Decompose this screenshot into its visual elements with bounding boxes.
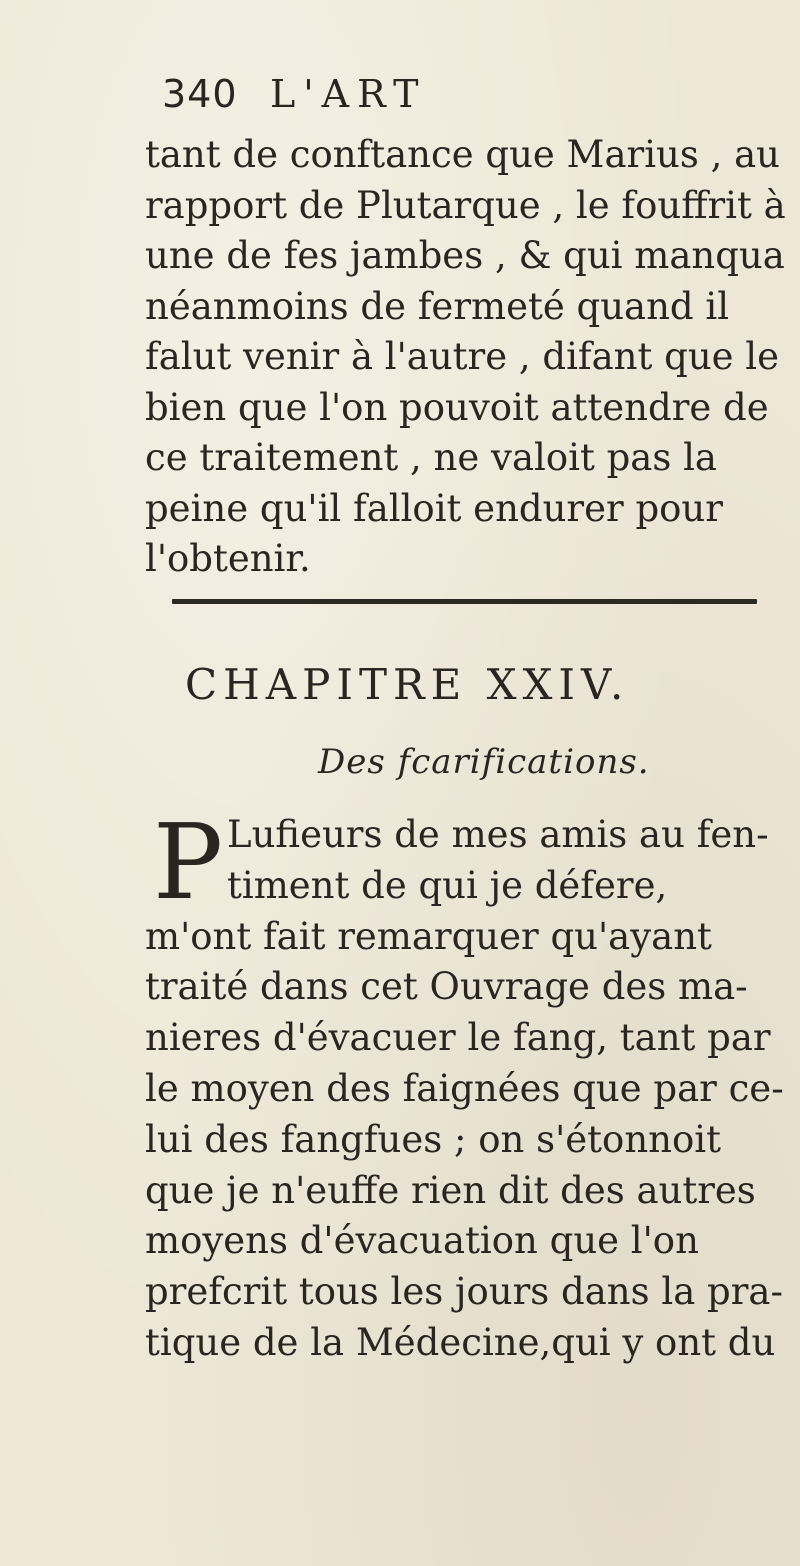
text-line: traité dans cet Ouvrage des ma- bbox=[145, 965, 748, 1009]
text-line: rapport de Plutarque , le fouffrit à bbox=[145, 183, 786, 227]
text-line: moyens d'évacuation que l'on bbox=[145, 1219, 699, 1263]
text-line: que je n'euffe rien dit des autres bbox=[145, 1168, 756, 1212]
text-line: tique de la Médecine,qui y ont du bbox=[145, 1320, 776, 1364]
text-line: nieres d'évacuer le fang, tant par bbox=[145, 1016, 771, 1060]
text-line: bien que l'on pouvoit attendre de bbox=[145, 385, 769, 429]
text-line: falut venir à l'autre , difant que le bbox=[145, 335, 780, 378]
continuation-paragraph bbox=[145, 130, 785, 585]
text-line: lui des fangfues ; on s'étonnoit bbox=[145, 1117, 721, 1161]
drop-cap: P bbox=[153, 801, 223, 923]
text-line: ce traitement , ne valoit pas la bbox=[145, 436, 717, 479]
chapter-heading: CHAPITRE XXIV. bbox=[185, 660, 630, 709]
chapter-subtitle: Des fcarifications. bbox=[318, 742, 650, 782]
text-line: Lufieurs de mes amis au fen- bbox=[227, 813, 769, 856]
page-number: 340 bbox=[162, 72, 238, 116]
text-line: le moyen des faignées que par ce- bbox=[145, 1066, 784, 1110]
text-line: néanmoins de fermeté quand il bbox=[145, 284, 730, 328]
running-title: L'ART bbox=[270, 72, 427, 116]
text-line: timent de qui je défere, bbox=[227, 863, 668, 907]
text-line: tant de conftance que Marius , au bbox=[145, 133, 781, 176]
chapter-body bbox=[145, 801, 795, 1369]
text-line: peine qu'il falloit endurer pour bbox=[145, 486, 723, 530]
section-divider-rule bbox=[172, 599, 757, 604]
text-line: l'obtenir. bbox=[145, 537, 311, 580]
text-line: m'ont fait remarquer qu'ayant bbox=[145, 914, 712, 958]
text-line: prefcrit tous les jours dans la pra- bbox=[145, 1270, 783, 1314]
text-line: une de fes jambes , & qui manqua bbox=[145, 234, 785, 277]
running-head bbox=[162, 72, 642, 122]
